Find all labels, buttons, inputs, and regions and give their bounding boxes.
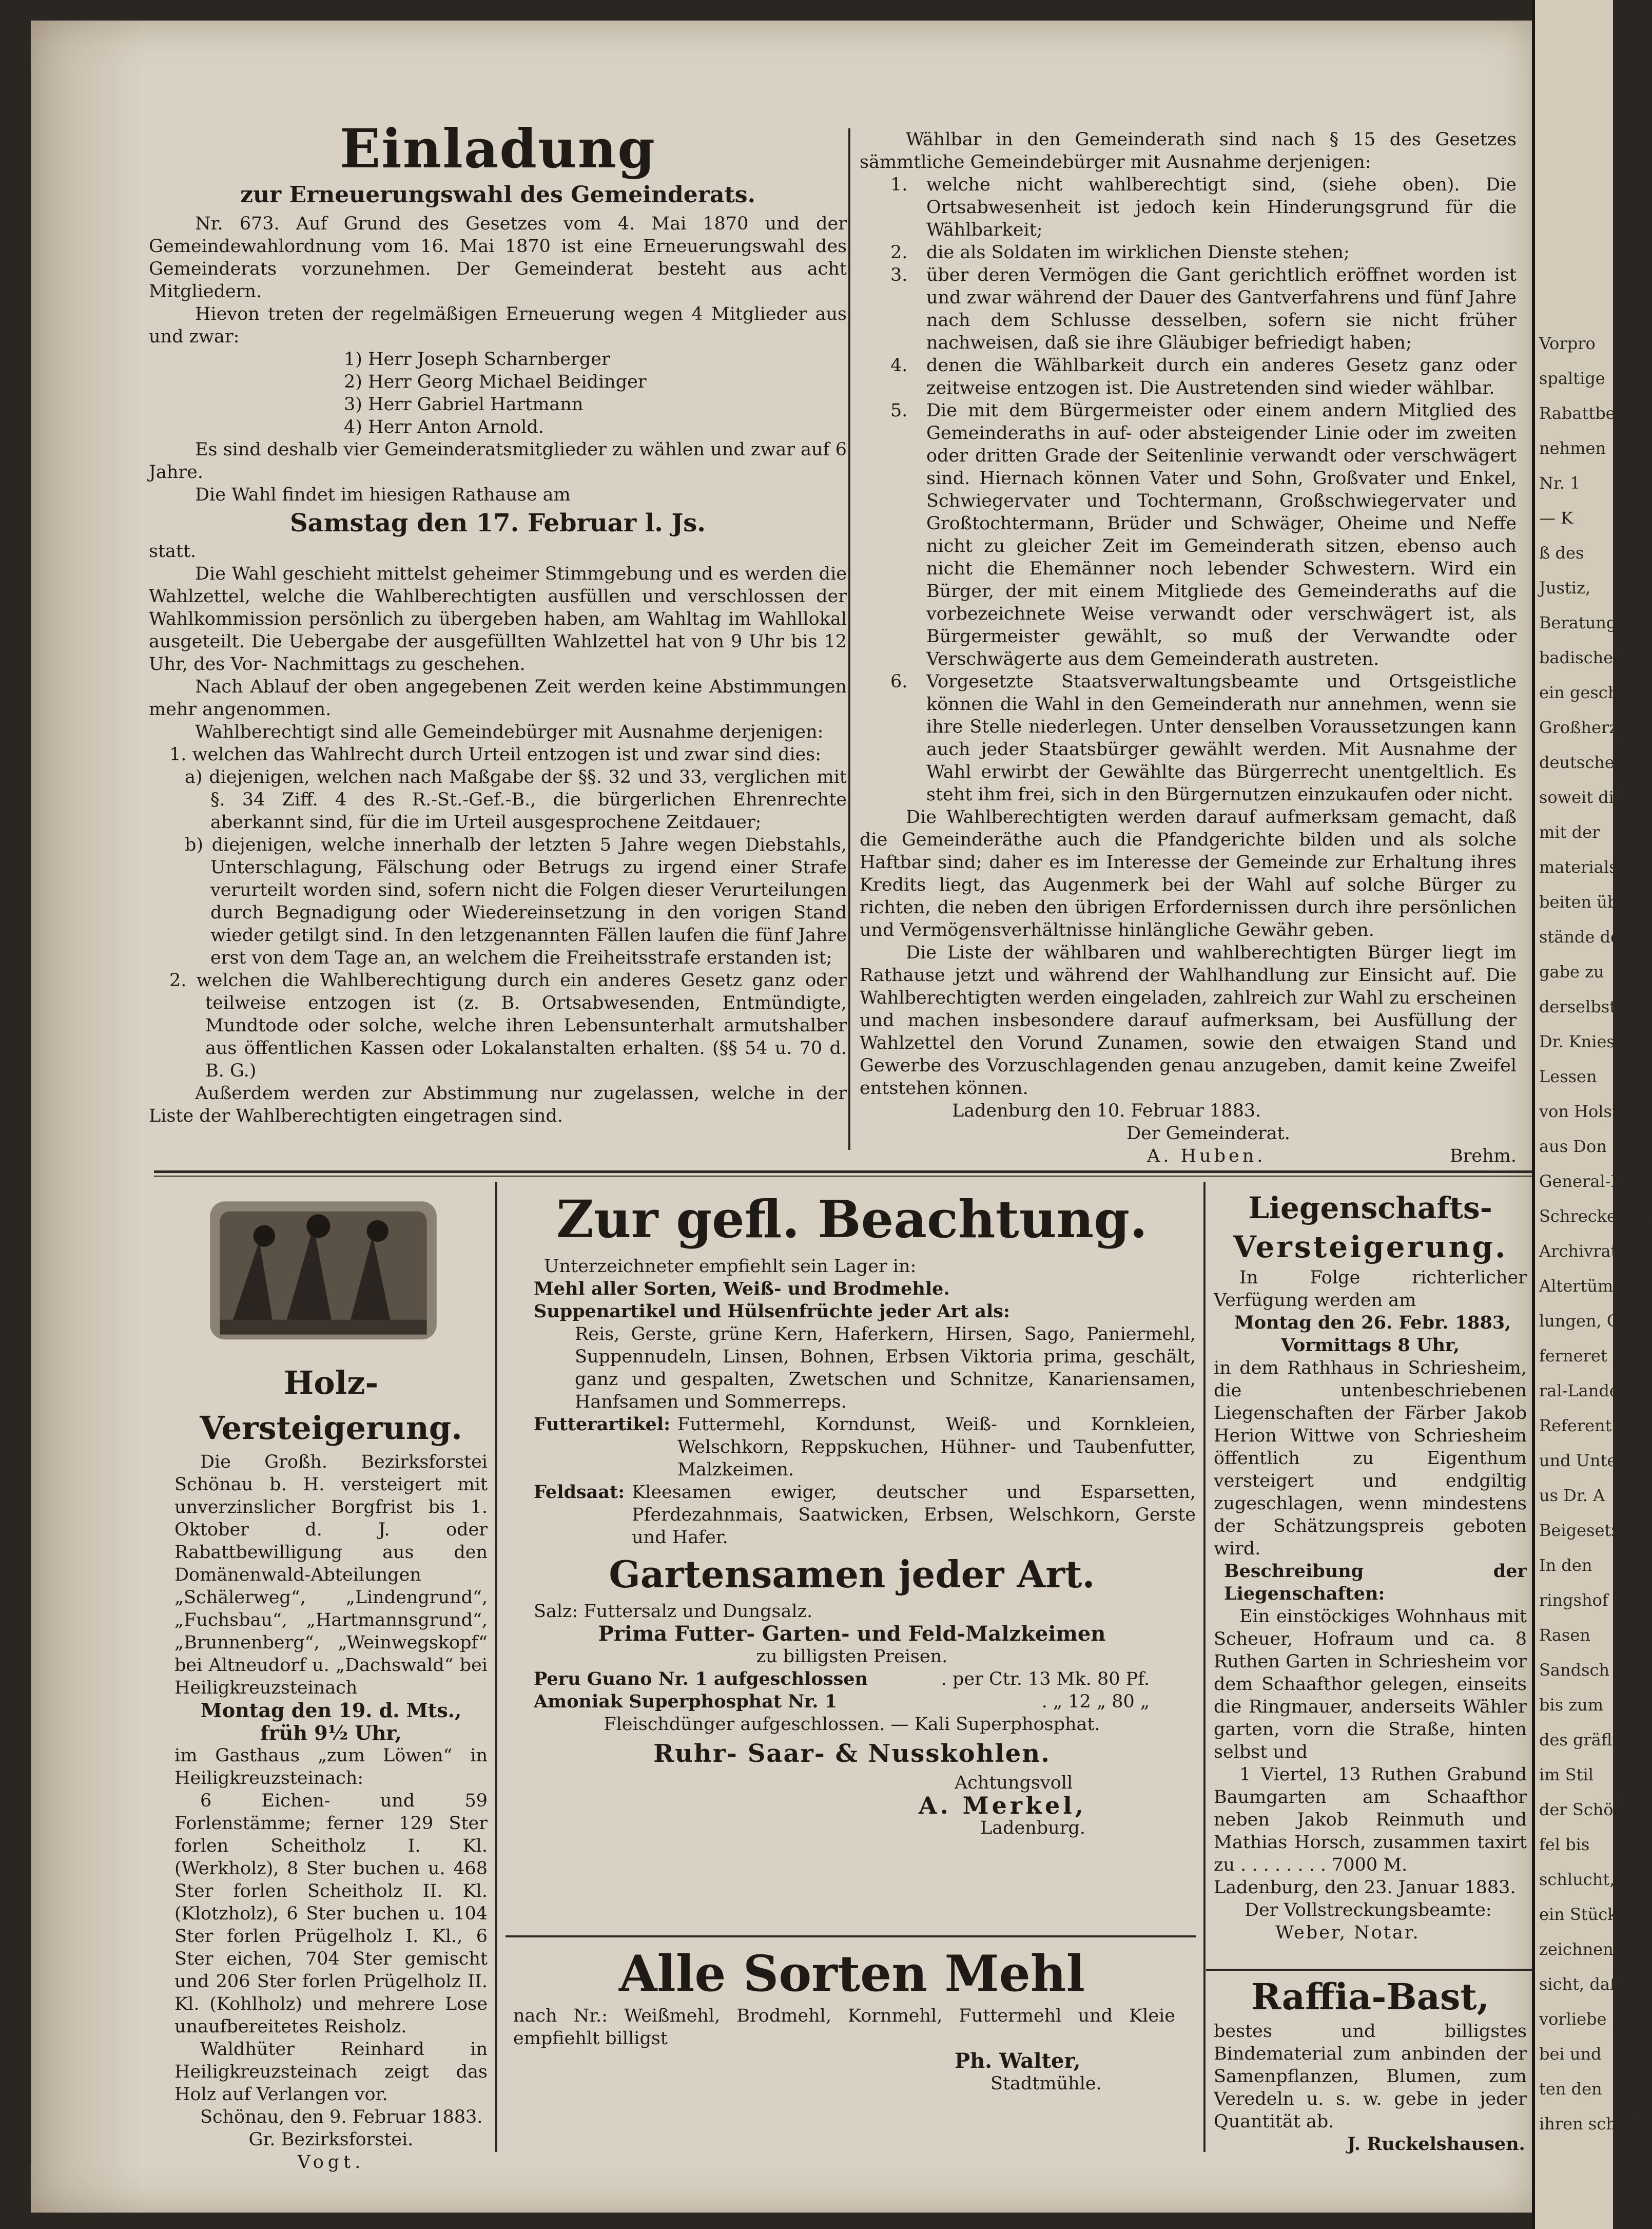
next-page-text-fragment: ihren schwe [1539, 2114, 1641, 2134]
next-page-text-fragment: Dr. Knies [1539, 1032, 1615, 1051]
holz-signer: Vogt. [297, 2152, 365, 2173]
next-page-text-fragment: Lessen [1539, 1067, 1597, 1086]
mehl-ad [513, 1943, 1191, 2095]
einladung-l1: 1. welchen das Wahlrecht durch Urteil entzogen ist und zwar sind dies: [169, 744, 822, 765]
einladung-l1a: a) diejenigen, welchen nach Maßgabe der §§. 32 und 33, verglichen mit §. 34 Ziff. 4 des R.-St.-Gef.-B., die bürgerlichen Ehrenrechte aberkannt sind, für die im Urteil ausgesprochene Zeitdauer; [185, 767, 847, 833]
holz-org: Gr. Bezirksforstei. [248, 2129, 414, 2150]
next-page-text-fragment: us Dr. A [1539, 1486, 1605, 1505]
liegenschaft-place-date: Ladenburg, den 23. Januar 1883. [1214, 1877, 1516, 1898]
beachtung-guano: Peru Guano Nr. 1 aufgeschlossen . per Ctr. 13 Mk. 80 Pf. [534, 1668, 1150, 1689]
holz-notice [174, 1360, 488, 2174]
beachtung-dung: Fleischdünger aufgeschlossen. — Kali Superphosphat. [604, 1714, 1100, 1735]
next-page-text-fragment: ringshof [1539, 1590, 1608, 1610]
einladung-members [149, 348, 847, 438]
holz-p1: Die Großh. Bezirksforstei Schönau b. H. versteigert mit unverzinslicher Borgfrist bis 1. Oktober d. J. oder Rabattbewilligung aus den Domänenwald-Abteilungen „Schälerweg“, „Lindengrund“, „Fuchsbau“, „Hartmannsgrund“, „Brunnenberg“, „Weinwegskopf“ bei Altneudorf u. „Dachswald“ bei Heiligkreuzsteinach [174, 1452, 488, 1698]
holz-title: Holz-Versteigerung. [200, 1364, 462, 1447]
next-page-text-fragment: im Stil [1539, 1765, 1593, 1784]
section-rule-double-top [154, 1170, 1534, 1173]
column-rule-bottom-right [1203, 1182, 1206, 2152]
member-4: 4) Herr Anton Arnold. [344, 417, 544, 437]
next-page-text-fragment: General-La [1539, 1171, 1631, 1191]
newspaper-page [31, 21, 1534, 2213]
einladung-p3: Es sind deshalb vier Gemeinderatsmitglieder zu wählen und zwar auf 6 Jahre. [149, 439, 847, 483]
forest-workers-vignette [200, 1181, 446, 1355]
raffia-text: bestes und billigstes Bindematerial zum anbinden der Samenpflanzen, Blumen, zum Veredeln u. s. w. gebe in jeder Quantität ab. [1214, 2021, 1527, 2132]
rule-liegenschaft-raffia [1206, 1969, 1534, 1971]
beachtung-malz: Prima Futter- Garten- und Feld-Malzkeimen [598, 1622, 1106, 1646]
waehlbar-place-date: Ladenburg den 10. Februar 1883. [952, 1101, 1261, 1121]
einladung-notice [149, 118, 847, 1127]
next-page-text-fragment: bis zum [1539, 1695, 1604, 1715]
holz-p3: 6 Eichen- und 59 Forlenstämme; ferner 129 Ster forlen Scheitholz I. Kl. (Werkholz), 8 Ster buchen u. 468 Ster forlen Scheitholz II. Kl. (Klotzholz), 6 Ster buchen u. 104 Ster forlen Prügelholz I. Kl., 6 Ster eichen, 704 Ster gemischt und 206 Ster forlen Prügelholz II. Kl. (Kohlholz) und mehrere Lose unaufbereitetes Reisholz. [174, 1791, 488, 2037]
waehlbar-signers [860, 1145, 1517, 1167]
beachtung-malz2: zu billigsten Preisen. [756, 1646, 948, 1667]
next-page-text-fragment: ten den [1539, 2079, 1602, 2099]
einladung-p6: Die Wahl geschieht mittelst geheimer Stimmgebung und es werden die Wahlzettel, welche die Wahlberechtigten ausfüllen und verschlossen der Wahlkommission persönlich zu übergeben haben, am Wahltag im Wahllokal ausgeteilt. Die Uebergabe der ausgefüllten Wahlzettel hat von 9 Uhr bis 12 Uhr, des Vor- Nachmittags zu geschehen. [149, 564, 847, 675]
beachtung-futter: Futterartikel: Futtermehl, Korndunst, Weiß- und Kornkleien, Welschkorn, Reppskuchen, Hühner- und Taubenfutter, Malzkeimen. [534, 1414, 1196, 1480]
next-page-text-fragment: Rasen [1539, 1625, 1590, 1645]
einladung-date: Samstag den 17. Februar l. Js. [290, 509, 706, 537]
mehl-name: Ph. Walter, [955, 2049, 1081, 2073]
rule-beachtung-mehl [506, 1935, 1196, 1937]
next-page-text-fragment: bei und [1539, 2044, 1602, 2064]
waehlbar-item-2: 2. die als Soldaten im wirklichen Dienste stehen; [890, 242, 1350, 263]
column-rule-top [848, 128, 850, 1150]
next-page-text-fragment: Vorpro [1539, 334, 1596, 353]
next-page-text-fragment: Sandsch [1539, 1660, 1610, 1680]
waehlbar-p1: Die Wahlberechtigten werden darauf aufmerksam gemacht, daß die Gemeinderäthe auch die Pfandgerichte bilden und als solche Haftbar sind; daher es im Interesse der Gemeinde zur Erhaltung ihres Kredits liegt, das Augenmerk bei der Wahl auf solche Bürger zu richten, die neben den übrigen Erfordernissen durch ihre persönlichen und Vermögensverhältnisse hinlängliche Gewähr geben. [860, 807, 1517, 940]
next-page-text-fragment: Justiz, [1539, 578, 1590, 598]
liegenschaft-p4: 1 Viertel, 13 Ruthen Grabund Baumgarten am Schaafthor neben Jakob Reinmuth und Mathias Horsch, zusammen taxirt zu . . . . . . . . 7000 M. [1214, 1764, 1527, 1875]
member-3: 3) Herr Gabriel Hartmann [344, 394, 584, 415]
next-page-text-fragment: vorliebe [1539, 2009, 1607, 2029]
next-page-text-fragment: stände des [1539, 927, 1629, 947]
einladung-subtitle: zur Erneuerungswahl des Gemeinderats. [240, 182, 755, 208]
liegenschaft-title2: Versteigerung. [1233, 1229, 1508, 1264]
beachtung-amoniak: Amoniak Superphosphat Nr. 1 . „ 12 „ 80 „ [534, 1691, 1150, 1712]
beachtung-garten: Gartensamen jeder Art. [609, 1552, 1095, 1596]
beachtung-ad [508, 1188, 1196, 1839]
liegenschaft-p1: In Folge richterlicher Verfügung werden am [1214, 1267, 1527, 1311]
waehlbar-item-1: 1. welche nicht wahlberechtigt sind, (siehe oben). Die Ortsabwesenheit ist jedoch kein Hinderungsgrund für die Wählbarkeit; [890, 175, 1517, 240]
beachtung-l2h: Suppenartikel und Hülsenfrüchte jeder Art als: [534, 1301, 1010, 1322]
next-page-text-fragment: nehmen [1539, 438, 1606, 458]
einladung-l1b: b) diejenigen, welche innerhalb der letzten 5 Jahre wegen Diebstahls, Unterschlagung, Fälschung oder Betrugs zu irgend einer Strafe verurteilt worden sind, sofern nicht die Folgen dieser Verurteilungen durch Begnadigung oder Wiedereinsetzung in den vorigen Stand wieder getilgt sind. In den letzgenannten Fällen laufen die fünf Jahre erst von dem Tage an, an welchem die Freiheitsstrafe erstanden ist; [185, 835, 847, 968]
next-page-text-fragment: spaltige [1539, 369, 1605, 388]
next-page-text-fragment: der Schönhe [1539, 1800, 1644, 1819]
next-page-text-fragment: von Holst, [1539, 1102, 1624, 1121]
liegenschaft-signer: Weber, Notar. [1275, 1923, 1420, 1943]
liegenschaft-notice [1214, 1188, 1527, 1944]
next-page-text-fragment: derselbst [1539, 997, 1617, 1016]
liegenschaft-p2: in dem Rathhaus in Schriesheim, die untenbeschriebenen Liegenschaften der Färber Jakob Herion Wittwe von Schriesheim öffentlich zu Eigenthum versteigert und endgiltig zugeschlagen, wenn mindestens der Schätzungspreis geboten wird. [1214, 1358, 1527, 1559]
next-page-text-fragment: Nr. 1 [1539, 473, 1581, 493]
signer-huben: A. Huben. [1147, 1146, 1266, 1166]
next-page-text-fragment: materials [1539, 857, 1618, 877]
waehlbar-intro: Wählbar in den Gemeinderath sind nach § 15 des Gesetzes sämmtliche Gemeindebürger mit Ausnahme derjenigen: [860, 129, 1517, 172]
liegenschaft-p3: Ein einstöckiges Wohnhaus mit Scheuer, Hofraum und ca. 8 Ruthen Garten in Schriesheim vor dem Schaafthor gelegen, einseits die Ringmauer, anderseits Wähler garten, vorn die Straße, hinten selbst und [1214, 1606, 1527, 1762]
einladung-p9: Außerdem werden zur Abstimmung nur zugelassen, welche in der Liste der Wahlberechtigten eingetragen sind. [149, 1083, 847, 1126]
next-page-text-fragment: In den [1539, 1555, 1592, 1575]
holz-p4: Waldhüter Reinhard in Heiligkreuzsteinach zeigt das Holz auf Verlangen vor. [174, 2039, 488, 2105]
next-page-text-fragment: ß des [1539, 543, 1584, 563]
page-edge-shadow [31, 21, 144, 2213]
member-1: 1) Herr Joseph Scharnberger [344, 349, 610, 370]
waehlbar-signer-title: Der Gemeinderat. [1126, 1123, 1290, 1144]
beachtung-intro: Unterzeichneter empfiehlt sein Lager in: [544, 1256, 917, 1277]
liegenschaft-date1: Montag den 26. Febr. 1883, [1234, 1312, 1511, 1333]
raffia-signer: J. Ruckelshausen. [1347, 2134, 1525, 2155]
next-page-text-fragment: Schreckensta [1539, 1206, 1652, 1226]
einladung-p2: Hievon treten der regelmäßigen Erneuerung wegen 4 Mitglieder aus und zwar: [149, 304, 847, 347]
einladung-p4: Die Wahl findet im hiesigen Rathause am [195, 485, 571, 505]
mehl-text: nach Nr.: Weißmehl, Brodmehl, Kornmehl, Futtermehl und Kleie empfiehlt billigst [513, 2006, 1175, 2049]
mehl-place: Stadtmühle. [990, 2073, 1102, 2094]
next-page-text-fragment: beiten übe [1539, 892, 1628, 912]
beachtung-salz: Salz: Futtersalz und Dungsalz. [534, 1601, 813, 1622]
column-rule-bottom-left [495, 1182, 497, 2152]
liegenschaft-title1: Liegenschafts- [1248, 1190, 1492, 1225]
waehlbar-item-4: 4. denen die Wählbarkeit durch ein anderes Gesetz ganz oder zeitweise entzogen ist. Die Austretenden sind wieder wählbar. [890, 355, 1517, 398]
waehlbar-p2: Die Liste der wählbaren und wahlberechtigten Bürger liegt im Rathause jetzt und während der Wahlhandlung zur Einsicht auf. Die Wahlberechtigten werden eingeladen, zahlreich zur Wahl zu erscheinen und machen insbesondere darauf aufmerksam, bei Ausfüllung der Wahlzettel den Vorund Zunamen, sowie den etwaigen Stand und Gewerbe des Vorzuschlagenden genau anzugeben, damit keine Zweifel entstehen können. [860, 943, 1517, 1099]
next-page-text-fragment: gabe zu [1539, 962, 1604, 982]
raffia-ad [1214, 1974, 1527, 2156]
einladung-l2: 2. welchen die Wahlberechtigung durch ein anderes Gesetz ganz oder teilweise entzogen ist (z. B. Ortsabwesenden, Entmündigte, Mundtode oder solche, welche ihren Lebensunterhalt armutshalber aus öffentlichen Kassen oder Lokalanstalten erhalten. (§§ 54 u. 70 d. B. G.) [169, 970, 847, 1081]
next-page-text-fragment: badischen [1539, 648, 1624, 667]
liegenschaft-desc-head: Beschreibung der Liegenschaften: [1224, 1561, 1527, 1604]
einladung-p1: Nr. 673. Auf Grund des Gesetzes vom 4. Mai 1870 und der Gemeindewahlordnung vom 16. Mai 1870 ist eine Erneuerungswahl des Gemeinderats vorzunehmen. Der Gemeinderat besteht aus acht Mitgliedern. [149, 214, 847, 302]
next-page-text-fragment: — K [1539, 508, 1573, 528]
holz-p2: im Gasthaus „zum Löwen“ in Heiligkreuzsteinach: [174, 1745, 488, 1789]
waehlbar-item-6: 6. Vorgesetzte Staatsverwaltungsbeamte und Ortsgeistliche können die Wahl in den Gemeinderath nur annehmen, wenn sie ihre Stelle niederlegen. Unter denselben Voraussetzungen kann auch jeder Staatsbürger gewählt werden. Mit Ausnahme der Wahl erwirbt der Gewählte das Bürgerrecht unentgeltlich. Es steht ihm frei, sich in den Bürgernutzen einzukaufen oder nicht. [890, 671, 1517, 805]
next-page-text-fragment: ein gesch [1539, 683, 1619, 702]
next-page-text-fragment: des gräflich [1539, 1730, 1637, 1750]
waehlbar-notice [860, 128, 1517, 1167]
beachtung-feldsaat: Feldsaat: Kleesamen ewiger, deutscher und Esparsetten, Pferdezahnmais, Saatwicken, Erbsen, Welschkorn, Gerste und Hafer. [534, 1482, 1196, 1548]
section-rule-double-bottom [154, 1176, 1534, 1177]
waehlbar-item-5: 5. Die mit dem Bürgermeister oder einem andern Mitglied des Gemeinderaths in auf- oder absteigender Linie oder im zweiten oder dritten Grade der Seitenlinie verwandt oder verschwägert sind. Hiernach können Vater und Sohn, Großvater und Enkel, Schwiegervater und Tochtermann, Großschwiegervater und Großtochtermann, Brüder und Schwäger, Oheime und Neffe nicht zu gleicher Zeit im Gemeinderath sitzen, ebenso auch nicht die Ehemänner noch lebender Schwestern. Wird ein Bürger, der mit einem Mitgliede des Gemeinderaths auf die vorbezeichnete Weise verwandt oder verschwägert ist, als Bürgermeister gewählt, so muß der Verwandte oder Verschwägerte aus dem Gemeinderath austreten. [890, 400, 1517, 669]
next-page-text-fragment: ferneret M [1539, 1346, 1629, 1366]
einladung-p8: Wahlberechtigt sind alle Gemeindebürger mit Ausnahme derjenigen: [195, 722, 824, 742]
holz-date: Montag den 19. d. Mts., früh 9½ Uhr, [200, 1699, 462, 1744]
einladung-p5: statt. [149, 541, 197, 562]
next-page-text-fragment: Rabattbe [1539, 403, 1616, 423]
next-page-text-fragment: Archivrat [1539, 1241, 1618, 1261]
next-page-text-fragment: Großherzog [1539, 718, 1638, 737]
next-page-text-fragment: soweit di [1539, 787, 1614, 807]
next-page-text-fragment: Altertümer [1539, 1276, 1631, 1296]
next-page-text-fragment: ral-Landes [1539, 1381, 1628, 1400]
liegenschaft-signer-title: Der Vollstreckungsbeamte: [1245, 1900, 1492, 1920]
next-page-text-fragment: lungen, Ge [1539, 1311, 1630, 1331]
next-page-text-fragment: Beratung [1539, 613, 1617, 632]
next-page-text-fragment: ein Stück [1539, 1905, 1618, 1924]
beachtung-l1: Mehl aller Sorten, Weiß- und Brodmehle. [534, 1278, 950, 1299]
beachtung-kohlen: Ruhr- Saar- & Nusskohlen. [653, 1739, 1051, 1768]
next-page-text-fragment: mit der [1539, 822, 1600, 842]
waehlbar-item-3: 3. über deren Vermögen die Gant gerichtlich eröffnet worden ist und zwar während der Dauer des Gantverfahrens und fünf Jahre nach dem Schlusse desselben, sofern sie nicht früher nachweisen, daß sie ihre Gläubiger befriedigt haben; [890, 265, 1517, 353]
mehl-title: Alle Sorten Mehl [618, 1945, 1085, 2003]
member-2: 2) Herr Georg Michael Beidinger [344, 372, 647, 392]
next-page-text-fragment: deutschen [1539, 753, 1625, 772]
beachtung-title: Zur gefl. Beachtung. [556, 1189, 1148, 1250]
beachtung-place: Ladenburg. [980, 1818, 1085, 1838]
beachtung-name: A. Merkel, [919, 1792, 1086, 1819]
next-page-text-fragment: Referent [1539, 1416, 1612, 1435]
next-page-text-fragment: aus Don [1539, 1137, 1607, 1156]
next-page-text-fragment: Beigesetzt [1539, 1521, 1627, 1540]
next-page-text-fragment: schlucht, die [1539, 1870, 1646, 1889]
raffia-title: Raffia-Bast, [1251, 1975, 1490, 2018]
einladung-p7: Nach Ablauf der oben angegebenen Zeit werden keine Abstimmungen mehr angenommen. [149, 677, 847, 720]
next-page-text-fragment: und Unterr [1539, 1451, 1632, 1470]
next-page-text-fragment: sicht, daß [1539, 1974, 1621, 1994]
next-page-fragment [1532, 0, 1652, 2229]
next-page-text-fragment: fel bis [1539, 1835, 1590, 1854]
beachtung-regards: Achtungsvoll [955, 1773, 1073, 1793]
beachtung-l2: Reis, Gerste, grüne Kern, Haferkern, Hirsen, Sago, Paniermehl, Suppennudeln, Linsen, Bohnen, Erbsen Viktoria prima, geschält, ganz und gespalten, Zwetschen und Schnitze, Kanariensamen, Hanfsamen und Sommerreps. [575, 1324, 1196, 1412]
next-page-text-fragment: zeichnen, [1539, 1939, 1619, 1959]
einladung-title: Einladung [340, 117, 656, 180]
signer-brehm: Brehm. [1449, 1146, 1517, 1166]
holz-place-date: Schönau, den 9. Februar 1883. [200, 2107, 483, 2127]
liegenschaft-date2: Vormittags 8 Uhr, [1280, 1335, 1460, 1356]
